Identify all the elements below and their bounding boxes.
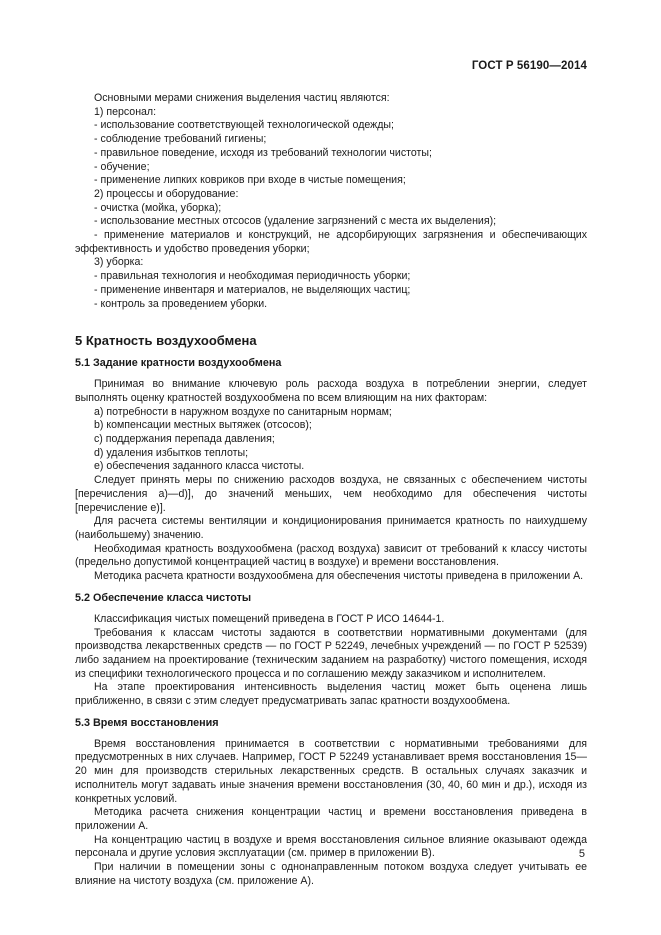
paragraph: Классификация чистых помещений приведена в ГОСТ Р ИСО 14644-1. xyxy=(94,612,445,625)
paragraph: На этапе проектирования интенсивность выделения частиц может быть оценена лишь приближенно, в связи с этим следует предусматривать запас кратности воздухообмена. xyxy=(75,681,587,708)
document-code-header: ГОСТ Р 56190—2014 xyxy=(471,60,587,72)
list-item: b) компенсации местных вытяжек (отсосов); xyxy=(94,419,312,432)
list-item: a) потребности в наружном воздухе по санитарным нормам; xyxy=(94,405,392,418)
section-5-heading: 5 Кратность воздухообмена xyxy=(75,333,257,349)
list-item: - применение инвентаря и материалов, не выделяющих частиц; xyxy=(94,283,411,296)
list-item: 1) персонал: xyxy=(94,105,157,118)
document-body xyxy=(75,92,587,888)
list-item: 3) уборка: xyxy=(94,256,144,269)
list-item: e) обеспечения заданного класса чистоты. xyxy=(94,460,305,473)
list-item: - контроль за проведением уборки. xyxy=(94,297,268,310)
paragraph: На концентрацию частиц в воздухе и время восстановления сильное влияние оказывают одежда персонала и другие условия эксплуатации (см. пример в приложении В). xyxy=(75,833,587,860)
paragraph: Время восстановления принимается в соответствии с нормативными требованиями для предусмотренных в них случаев. Например, ГОСТ Р 52249 устанавливает время восстановления 15—20 мин для производств стерильных лекарственных средств. В остальных случаях заказчик и исполнитель могут задавать иные значения времени восстановления (30, 40, 60 мин и др.), исходя из конкретных условий. xyxy=(75,737,587,805)
paragraph: Методика расчета кратности воздухообмена для обеспечения чистоты приведена в приложении А. xyxy=(94,570,584,583)
list-item: - соблюдение требований гигиены; xyxy=(94,133,267,146)
page-number: 5 xyxy=(578,848,585,860)
intro-lead: Основными мерами снижения выделения частиц являются: xyxy=(94,92,390,104)
list-item: - очистка (мойка, уборка); xyxy=(94,201,222,214)
subsection-5-3-heading: 5.3 Время восстановления xyxy=(75,716,219,729)
paragraph: Необходимая кратность воздухообмена (расход воздуха) зависит от требований к классу чистоты (предельно допустимой концентрацией частиц в воздухе) и времени восстановления. xyxy=(75,542,587,569)
list-item: c) поддержания перепада давления; xyxy=(94,433,275,446)
subsection-5-1-heading: 5.1 Задание кратности воздухообмена xyxy=(75,357,282,370)
paragraph: Принимая во внимание ключевую роль расхода воздуха в потреблении энергии, следует выполнять оценку кратностей воздухообмена по всем влияющим на них факторам: xyxy=(75,378,587,404)
list-item: - правильная технология и необходимая периодичность уборки; xyxy=(94,270,411,283)
list-item: - обучение; xyxy=(94,160,150,173)
list-item: d) удаления избытков теплоты; xyxy=(94,446,249,459)
list-item: - применение липких ковриков при входе в чистые помещения; xyxy=(94,174,406,187)
paragraph: Требования к классам чистоты задаются в соответствии нормативными документами (для производства лекарственных средств — по ГОСТ Р 52249, лечебных учреждений — по ГОСТ Р 52539) либо заданием на проектирование (техническим заданием на разработку) чистого помещения, исходя из специфики технологического процесса и по соглашению между заказчиком и исполнителем. xyxy=(75,626,587,680)
paragraph: Для расчета системы вентиляции и кондиционирования принимается кратность по наихудшему (наибольшему) значению. xyxy=(75,515,587,541)
paragraph: Методика расчета снижения концентрации частиц и времени восстановления приведена в приложении А. xyxy=(75,806,587,832)
paragraph: Следует принять меры по снижению расходов воздуха, не связанных с обеспечением чистоты [перечисления а)—d)], до значений меньших, чем необходимо для обеспечения чистоты [перечисление е)]. xyxy=(75,474,587,514)
list-item: 2) процессы и оборудование: xyxy=(94,187,239,200)
paragraph: При наличии в помещении зоны с однонаправленным потоком воздуха следует учитывать ее влияние на чистоту воздуха (см. приложение А). xyxy=(75,861,587,887)
list-item: - применение материалов и конструкций, не адсорбирующих загрязнения и обеспечивающих эффективность и удобство проведения уборки; xyxy=(75,229,587,255)
list-item: - правильное поведение, исходя из требований технологии чистоты; xyxy=(94,146,432,159)
list-item: - использование местных отсосов (удаление загрязнений с места их выделения); xyxy=(94,215,497,228)
subsection-5-2-heading: 5.2 Обеспечение класса чистоты xyxy=(75,591,252,604)
list-item: - использование соответствующей технологической одежды; xyxy=(94,119,394,132)
